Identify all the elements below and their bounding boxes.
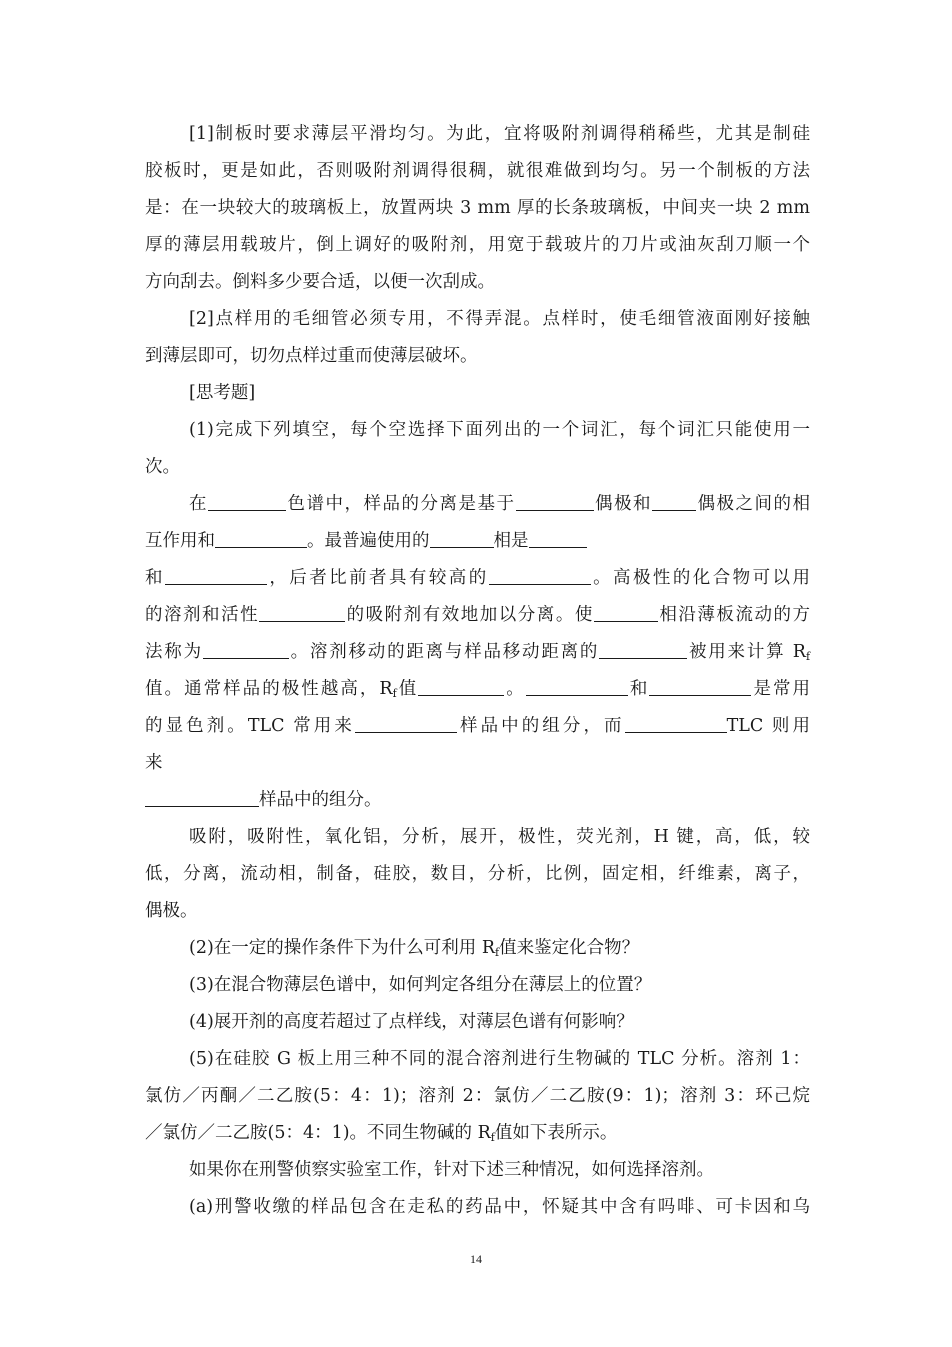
note-1-line-3	[145, 190, 810, 227]
text: 值	[396, 679, 419, 699]
text: 低，分离，流动相，制备，硅胶，数目，分析，比例，固定相，纤维素，离子，	[145, 864, 810, 884]
text: 在	[189, 494, 208, 514]
text: 相是	[493, 531, 529, 551]
text: 是常用	[751, 679, 811, 699]
text: 。高极性的化合物可以用	[590, 568, 810, 588]
note-1-line-4	[145, 227, 810, 264]
text: (a)刑警收缴的样品包含在走私的药品中，怀疑其中含有吗啡、可卡因和乌	[189, 1197, 810, 1217]
text: 值。通常样品的极性越高，R	[145, 679, 393, 699]
fill-blank	[208, 490, 286, 511]
text: 方向刮去。倒料多少要合适，以便一次刮成。	[145, 272, 495, 292]
text: 法称为	[145, 642, 203, 662]
fill-line-9	[145, 782, 810, 819]
fill-blank	[430, 527, 494, 548]
question-5-line-5	[145, 1189, 810, 1226]
word-bank-line-1	[145, 819, 810, 856]
fill-blank	[625, 712, 727, 733]
fill-line-6	[145, 671, 810, 708]
fill-blank	[526, 675, 628, 696]
fill-blank	[203, 638, 289, 659]
fill-blank	[594, 601, 658, 622]
text: 来	[145, 753, 163, 773]
text: (4)展开剂的高度若超过了点样线，对薄层色谱有何影响？	[189, 1012, 634, 1032]
page-content	[145, 116, 810, 1226]
text: 样品中的组分。	[259, 790, 382, 810]
fill-blank	[355, 712, 457, 733]
question-3	[145, 967, 810, 1004]
text: TLC 则用	[726, 716, 811, 736]
note-2-line-2	[145, 338, 810, 375]
subscript: f	[805, 650, 811, 663]
fill-blank	[259, 601, 345, 622]
text: 相沿薄板流动的方	[657, 605, 811, 625]
question-4	[145, 1004, 810, 1041]
fill-line-1	[145, 486, 810, 523]
text: 是：在一块较大的玻璃板上，放置两块 3 mm 厚的长条玻璃板，中间夹一块 2 mm	[145, 198, 810, 218]
text: 。最普遍使用的	[307, 531, 430, 551]
text: 。	[504, 679, 526, 699]
fill-blank	[529, 527, 587, 548]
text: 厚的薄层用载玻片，倒上调好的吸附剂，用宽于载玻片的刀片或油灰刮刀顺一个	[145, 235, 810, 255]
fill-line-3	[145, 560, 810, 597]
fill-line-5	[145, 634, 810, 671]
text: 偶极和	[593, 494, 652, 514]
fill-line-2	[145, 523, 810, 560]
note-2-line-1	[145, 301, 810, 338]
word-bank-line-2	[145, 856, 810, 893]
text: [1]制板时要求薄层平滑均匀。为此，宜将吸附剂调得稍稀些，尤其是制硅	[189, 124, 810, 144]
text: [2]点样用的毛细管必须专用，不得弄混。点样时，使毛细管液面刚好接触	[189, 309, 810, 329]
text: 氯仿／丙酮／二乙胺(5：4：1)；溶剂 2：氯仿／二乙胺(9：1)；溶剂 3：环己烷	[145, 1086, 810, 1106]
fill-blank	[599, 638, 687, 659]
question-5-line-3	[145, 1115, 810, 1152]
subscript: f	[495, 946, 500, 959]
text: 值如下表所示。	[494, 1123, 618, 1143]
text: 次。	[145, 457, 180, 477]
questions-heading	[145, 375, 810, 412]
word-bank-line-3	[145, 893, 810, 930]
text: ，后者比前者具有较高的	[266, 568, 489, 588]
text: 胶板时，更是如此，否则吸附剂调得很稠，就很难做到均匀。另一个制板的方法	[145, 161, 810, 181]
fill-blank	[215, 527, 307, 548]
text: 偶极之间的相	[696, 494, 810, 514]
text: 值来鉴定化合物？	[499, 938, 640, 958]
q1-intro-line-2	[145, 449, 810, 486]
fill-line-8	[145, 745, 810, 782]
fill-blank	[649, 675, 751, 696]
text: 吸附，吸附性，氧化铝，分析，展开，极性，荧光剂，H 键，高，低，较	[189, 827, 810, 847]
subscript: f	[392, 687, 397, 700]
subscript: f	[490, 1131, 495, 1144]
text: (1)完成下列填空，每个空选择下面列出的一个词汇，每个词汇只能使用一	[189, 420, 810, 440]
note-1-line-1	[145, 116, 810, 153]
text: (2)在一定的操作条件下为什么可利用 R	[189, 938, 496, 958]
text: 。溶剂移动的距离与样品移动距离的	[288, 642, 600, 662]
text: 样品中的组分，而	[456, 716, 625, 736]
fill-blank	[516, 490, 594, 511]
text: 互作用和	[145, 531, 215, 551]
text: [思考题]	[189, 383, 256, 403]
text: ／氯仿／二乙胺(5：4：1)。不同生物碱的 R	[145, 1123, 491, 1143]
text: 到薄层即可，切勿点样过重而使薄层破坏。	[145, 346, 478, 366]
question-5-line-2	[145, 1078, 810, 1115]
text: 的吸附剂有效地加以分离。使	[345, 605, 594, 625]
note-1-line-5	[145, 264, 810, 301]
text: 如果你在刑警侦察实验室工作，针对下述三种情况，如何选择溶剂。	[189, 1160, 714, 1180]
text: (5)在硅胶 G 板上用三种不同的混合溶剂进行生物碱的 TLC 分析。溶剂 1：	[189, 1049, 810, 1069]
text: 色谱中，样品的分离是基于	[286, 494, 516, 514]
note-1-line-2	[145, 153, 810, 190]
fill-blank	[652, 490, 696, 511]
fill-blank	[418, 675, 504, 696]
text: 被用来计算 R	[687, 642, 806, 662]
question-2	[145, 930, 810, 967]
fill-blank	[489, 564, 591, 585]
question-5-line-4	[145, 1152, 810, 1189]
text: 的溶剂和活性	[145, 605, 260, 625]
page-number: 14	[470, 1252, 482, 1266]
fill-line-7	[145, 708, 810, 745]
text: 和	[145, 568, 165, 588]
text: (3)在混合物薄层色谱中，如何判定各组分在薄层上的位置？	[189, 975, 652, 995]
question-5-line-1	[145, 1041, 810, 1078]
fill-blank	[145, 786, 259, 807]
q1-intro-line-1	[145, 412, 810, 449]
fill-blank	[165, 564, 267, 585]
text: 和	[627, 679, 650, 699]
fill-line-4	[145, 597, 810, 634]
text: 偶极。	[145, 901, 198, 921]
text: 的显色剂。TLC 常用来	[145, 716, 355, 736]
